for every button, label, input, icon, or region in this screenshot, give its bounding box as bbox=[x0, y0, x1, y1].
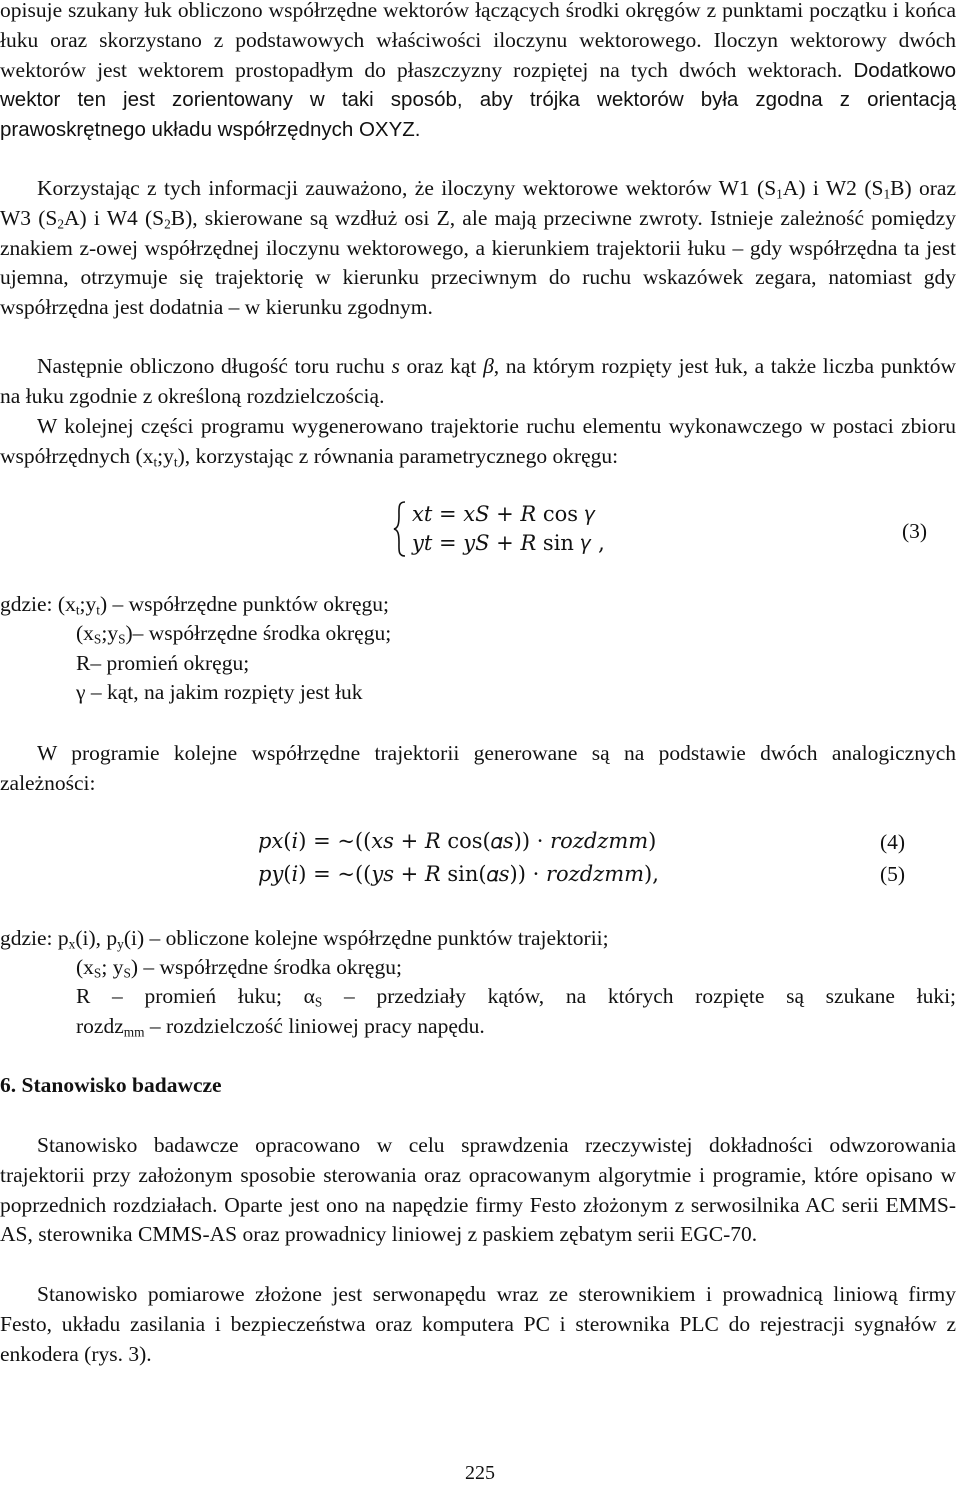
definition-text: – przedziały kątów, na których rozpięte są szukane łuki; bbox=[322, 984, 957, 1008]
definition-text: ;y bbox=[101, 621, 119, 645]
definition-text: ; y bbox=[101, 955, 124, 979]
definition-item bbox=[0, 926, 609, 951]
label-gdzie: gdzie: bbox=[0, 592, 58, 616]
equation-5: 𝑝𝑦(𝑖) = ~((𝑦𝑠 + 𝑅 sin(𝛼𝑠)) · 𝑟𝑜𝑧𝑑𝑧𝑚𝑚), bbox=[258, 862, 659, 886]
paragraph-text: Stanowisko badawcze opracowano w celu sprawdzenia rzeczywistej dokładności odwzorowania trajektorii przy założonym sposobie sterowania oraz opracowanym algorytmie i programie, które opisano w poprzednich rozdziałach. Oparte jest ono na napędzie firmy Festo złożonym z serwosilnika AC serii EMMS-AS, sterownika CMMS-AS oraz prowadnicy liniowej z paskiem zębatym serii EGC-70. bbox=[0, 1133, 956, 1247]
paragraph-text: B), skierowane są wzdłuż osi Z, ale mają przeciwne zwroty. Istnieje zależność pomiędzy znakiem z-owej współrzędnej iloczynu wektorowego, a kierunkiem trajektorii łuku – gdy współrzędna ta jest ujemna, otrzymuje się trajektorię w kierunku przeciwnym do ruchu wskazówek zegara, natomiast gdy współrzędna jest dodatnia – w kierunku zgodnym. bbox=[0, 205, 956, 320]
symbol-beta: β bbox=[483, 354, 494, 378]
definition-text: rozdz bbox=[76, 1014, 124, 1038]
subscript: 1 bbox=[883, 186, 891, 202]
paragraph-program bbox=[0, 739, 956, 799]
definition-text: (i) – obliczone kolejne współrzędne punktów trajektorii; bbox=[123, 926, 609, 950]
definition-text: (x bbox=[76, 955, 94, 979]
definition-item bbox=[0, 592, 389, 617]
definition-item bbox=[76, 621, 391, 646]
equation-number: (4) bbox=[880, 830, 906, 854]
paragraph-vector-product bbox=[0, 0, 956, 145]
paragraph-text: A) i W4 (S bbox=[64, 205, 165, 230]
subscript: y bbox=[117, 936, 124, 952]
page-number: 225 bbox=[465, 1462, 495, 1484]
section-heading: 6. Stanowisko badawcze bbox=[0, 1073, 222, 1097]
paragraph-text: ;y bbox=[157, 443, 174, 468]
subscript: S bbox=[118, 631, 126, 647]
subscript: 1 bbox=[776, 186, 783, 202]
subscript: t bbox=[75, 602, 80, 618]
subscript: t bbox=[173, 454, 178, 470]
definition-text: ) – współrzędne punktów okręgu; bbox=[99, 592, 389, 616]
paragraph-trajectory bbox=[0, 412, 956, 472]
left-brace-icon bbox=[392, 500, 408, 558]
definition-text: R – promień łuku; α bbox=[76, 984, 315, 1008]
paragraph-orientation bbox=[0, 174, 956, 323]
paragraph-text: oraz kąt bbox=[399, 354, 484, 378]
paragraph-text: Następnie obliczono długość toru ruchu bbox=[37, 354, 392, 378]
definition-item: γ – kąt, na jakim rozpięty jest łuk bbox=[76, 680, 363, 704]
label-gdzie: gdzie: bbox=[0, 926, 58, 950]
symbol-s: s bbox=[391, 354, 400, 378]
subscript: S bbox=[314, 994, 323, 1010]
definition-text: ;y bbox=[79, 592, 97, 616]
paragraph-text: W programie kolejne współrzędne trajektorii generowane są na podstawie dwóch analogicznych zależności: bbox=[0, 741, 956, 795]
equation-4: 𝑝𝑥(𝑖) = ~((𝑥𝑠 + 𝑅 cos(𝛼𝑠)) · 𝑟𝑜𝑧𝑑𝑧𝑚𝑚) bbox=[258, 829, 657, 853]
definition-text: ) – współrzędne środka okręgu; bbox=[130, 955, 402, 979]
paragraph-text: A) i W2 (S bbox=[782, 176, 884, 200]
definition-item bbox=[76, 984, 956, 1009]
paragraph-text: Korzystając z tych informacji zauważono, że iloczyny wektorowe wektorów W1 (S bbox=[37, 176, 777, 200]
equation-number: (5) bbox=[880, 862, 906, 886]
equation-3-line-2: 𝑦𝑡 = 𝑦𝑆 + 𝑅 sin 𝛾 , bbox=[412, 531, 605, 555]
subscript: 2 bbox=[57, 216, 65, 232]
definition-text: – rozdzielczość liniowej pracy napędu. bbox=[144, 1014, 485, 1038]
paragraph-text: opisuje szukany łuk obliczono współrzędne wektorów łączących środki okręgów z punktami początku i końca łuku oraz skorzystano z podstawowych właściwości iloczynu wektorowego. Iloczyn wektorowy dwóch wektorów jest wektorem prostopadłym do płaszczyzny rozpiętej na tych dwóch wektorach. bbox=[0, 0, 956, 82]
definition-text: (x bbox=[57, 592, 76, 616]
paragraph-text: , na którym rozpięty jest łuk, a także liczba punktów na łuku zgodnie z określoną rozdzielczością. bbox=[0, 354, 957, 408]
subscript: S bbox=[93, 965, 102, 981]
paragraph-test-stand bbox=[0, 1131, 956, 1250]
subscript: t bbox=[153, 454, 158, 470]
definition-text: (i), p bbox=[75, 926, 118, 950]
paragraph-text: Dodatkowo wektor ten jest zorientowany w taki sposób, aby trójka wektorów była zgodna z orientacją prawoskrętnego układu współrzędnych OXYZ. bbox=[0, 58, 956, 142]
equation-3-line-1: 𝑥𝑡 = 𝑥𝑆 + 𝑅 cos 𝛾 bbox=[412, 502, 596, 526]
definition-text: (x bbox=[76, 621, 94, 645]
definition-text: )– współrzędne środka okręgu; bbox=[125, 621, 392, 645]
definition-item bbox=[76, 1014, 485, 1039]
subscript: x bbox=[68, 936, 76, 952]
equation-number: (3) bbox=[902, 519, 928, 543]
paragraph-text: ), korzystając z równania parametrycznego okręgu: bbox=[177, 443, 619, 468]
subscript: S bbox=[123, 965, 131, 981]
subscript: S bbox=[93, 631, 102, 647]
paragraph-text: B) oraz W3 (S bbox=[0, 176, 956, 230]
paragraph-path-length bbox=[0, 352, 956, 412]
paragraph-text: Stanowisko pomiarowe złożone jest serwonapędu wraz ze sterownikiem i prowadnicą liniową firmy Festo, układu zasilania i bezpieczeństwa oraz komputera PC i sterownika PLC do rejestracji sygnałów z enkodera (rys. 3). bbox=[0, 1282, 956, 1366]
subscript: 2 bbox=[164, 216, 171, 232]
definition-item bbox=[76, 955, 402, 980]
paragraph-measurement-stand bbox=[0, 1280, 956, 1369]
subscript: t bbox=[96, 602, 100, 618]
definition-item: R– promień okręgu; bbox=[76, 651, 250, 675]
definition-text: p bbox=[57, 926, 69, 950]
subscript: mm bbox=[123, 1024, 145, 1040]
paragraph-text: W kolejnej części programu wygenerowano trajektorie ruchu elementu wykonawczego w postaci zbioru współrzędnych (x bbox=[0, 414, 956, 468]
